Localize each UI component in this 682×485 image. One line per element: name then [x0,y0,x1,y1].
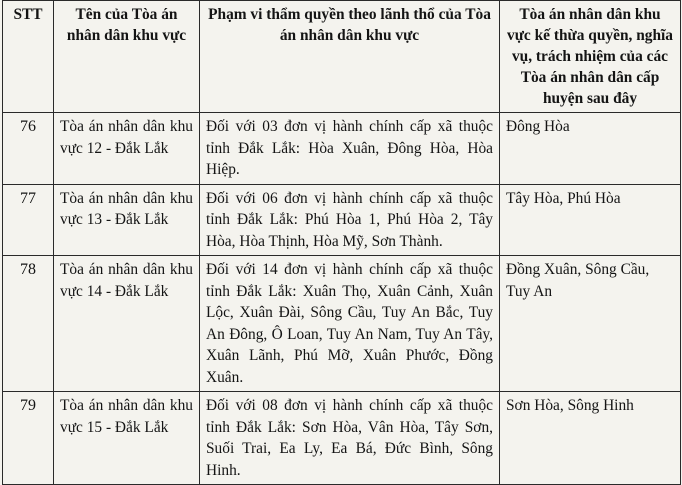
table-row [3,184,681,256]
row-stt: 78 [3,256,54,392]
header-court-name: Tên của Tòa án nhân dân khu vực [54,1,200,113]
row-stt: 79 [3,392,54,485]
table-row [3,256,681,392]
row-court-name: Tòa án nhân dân khu vực 12 - Đắk Lắk [54,113,200,185]
row-stt: 76 [3,113,54,185]
row-stt: 77 [3,184,54,256]
table-header-row [3,1,681,113]
row-territorial-scope: Đối với 03 đơn vị hành chính cấp xã thuộc tỉnh Đắk Lắk: Hòa Xuân, Đông Hòa, Hòa Hiệp. [200,113,500,185]
header-stt: STT [3,1,54,113]
row-court-name: Tòa án nhân dân khu vực 14 - Đắk Lắk [54,256,200,392]
header-inherited-courts: Tòa án nhân dân khu vực kế thừa quyền, nghĩa vụ, trách nhiệm của các Tòa án nhân dân cấp huyện sau đây [500,1,681,113]
court-jurisdiction-table [2,0,681,485]
row-inherited-courts: Sơn Hòa, Sông Hinh [500,392,681,485]
row-inherited-courts: Đông Hòa [500,113,681,185]
row-territorial-scope: Đối với 08 đơn vị hành chính cấp xã thuộc tỉnh Đắk Lắk: Sơn Hòa, Vân Hòa, Tây Sơn, Suối Trai, Ea Ly, Ea Bá, Đức Bình, Sông Hinh. [200,392,500,485]
row-court-name: Tòa án nhân dân khu vực 13 - Đắk Lắk [54,184,200,256]
header-territorial-scope: Phạm vi thẩm quyền theo lãnh thổ của Tòa án nhân dân khu vực [200,1,500,113]
table-row [3,113,681,185]
row-territorial-scope: Đối với 06 đơn vị hành chính cấp xã thuộc tỉnh Đắk Lắk: Phú Hòa 1, Phú Hòa 2, Tây Hòa, Hòa Thịnh, Hòa Mỹ, Sơn Thành. [200,184,500,256]
row-court-name: Tòa án nhân dân khu vực 15 - Đắk Lắk [54,392,200,485]
row-territorial-scope: Đối với 14 đơn vị hành chính cấp xã thuộc tỉnh Đắk Lắk: Xuân Thọ, Xuân Cảnh, Xuân Lộc, Xuân Đài, Sông Cầu, Tuy An Bắc, Tuy An Đông, Ô Loan, Tuy An Nam, Tuy An Tây, Xuân Lãnh, Phú Mỡ, Xuân Phước, Đồng Xuân. [200,256,500,392]
table-row [3,392,681,485]
row-inherited-courts: Tây Hòa, Phú Hòa [500,184,681,256]
row-inherited-courts: Đồng Xuân, Sông Cầu, Tuy An [500,256,681,392]
